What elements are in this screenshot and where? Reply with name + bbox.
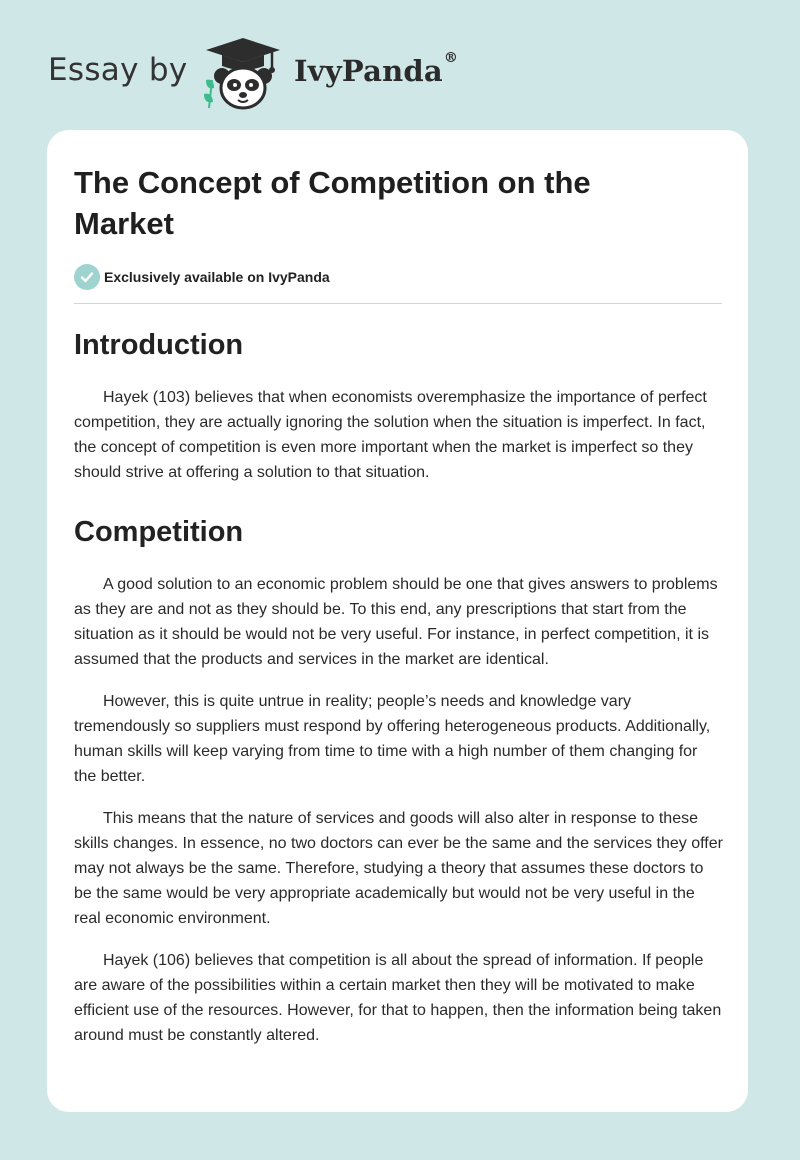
exclusive-label: Exclusively available on IvyPanda [104, 269, 330, 285]
brand-text: IvyPanda [294, 54, 443, 88]
paragraph: However, this is quite untrue in reality; people’s needs and knowledge vary tremendously so suppliers must respond by offering heterogeneous products. Additionally, human skills will keep varying from time to time with a high number of them changing for the better. [74, 693, 711, 785]
paragraph: This means that the nature of services and goods will also alter in response to these skills changes. In essence, no two doctors can ever be the same and the services they offer may not always be the same. Therefore, studying a theory that assumes these doctors to be the same would be very appropriate academically but would not be very useful in the real economic environment. [74, 810, 723, 927]
section-heading-introduction: Introduction [74, 329, 244, 361]
paragraph: A good solution to an economic problem should be one that gives answers to problems as they are and not as they should be. To this end, any prescriptions that start from the situation as it should be would not be very useful. For instance, in perfect competition, it is assumed that the products and services in the market are identical. [74, 576, 718, 668]
brand-name[interactable] [294, 50, 459, 88]
registered-mark: ® [443, 50, 459, 66]
panda-graduate-icon [200, 36, 286, 112]
ivypanda-logo[interactable] [200, 36, 286, 112]
paragraph: Hayek (106) believes that competition is all about the spread of information. If people are aware of the possibilities within a certain market then they will be motivated to make efficient use of the resources. However, for that to happen, then the information being taken around must be constantly altered. [74, 952, 722, 1044]
exclusive-badge [74, 263, 330, 291]
section-heading-competition: Competition [74, 516, 244, 548]
check-icon [74, 264, 100, 290]
paragraph: Hayek (103) believes that when economists overemphasize the importance of perfect competition, they are actually ignoring the solution when the situation is imperfect. In fact, the concept of competition is even more important when the market is imperfect so they should strive at offering a solution to that situation. [74, 389, 707, 481]
essay-title: The Concept of Competition on the Market [74, 165, 591, 241]
site-header [48, 30, 548, 110]
essay-card [47, 130, 748, 1112]
essay-body [74, 320, 724, 1048]
title-divider [74, 303, 722, 304]
essay-by-label: Essay by [48, 52, 188, 88]
